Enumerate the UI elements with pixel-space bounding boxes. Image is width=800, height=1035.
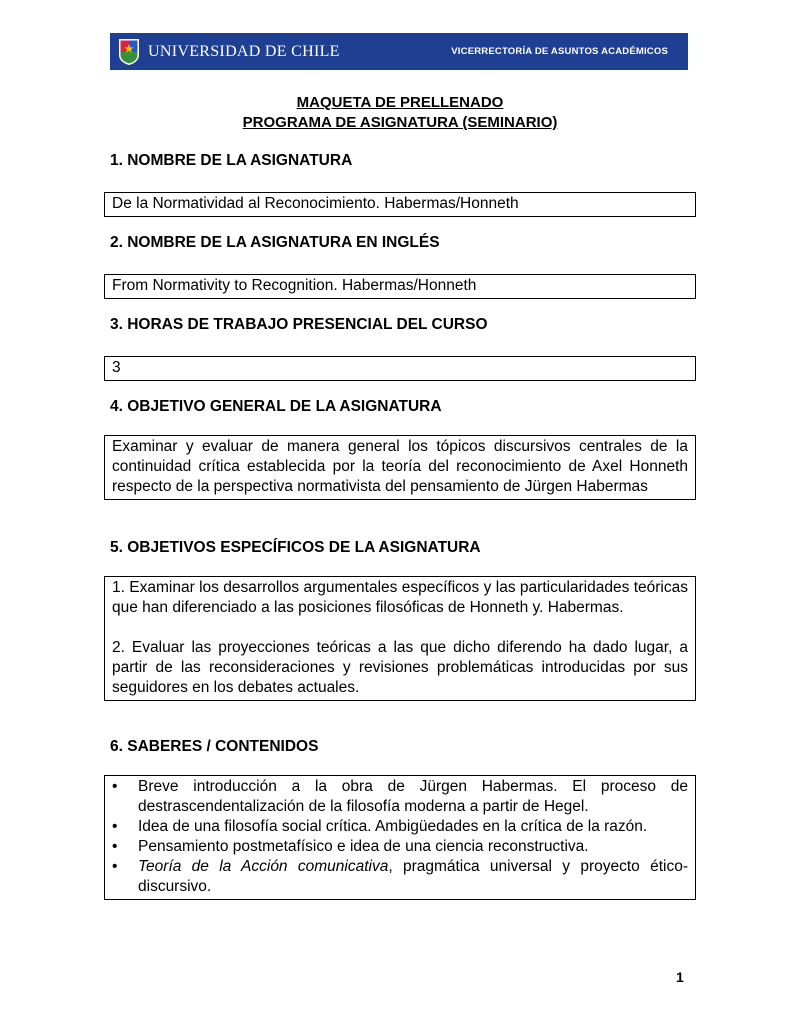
bullet-icon: • (112, 838, 118, 855)
section-5-box (104, 576, 696, 701)
document-title-line-2: PROGRAMA DE ASIGNATURA (SEMINARIO) (242, 114, 558, 131)
office-name: VICERRECTORÍA DE ASUNTOS ACADÉMICOS (451, 46, 668, 57)
section-4-box (104, 435, 696, 500)
section-2-heading: 2. NOMBRE DE LA ASIGNATURA EN INGLÉS (110, 234, 440, 251)
specific-objective-2: 2. Evaluar las proyecciones teóricas a las que dicho diferendo ha dado lugar, a partir de las reconsideraciones y revisiones problemáticas introducidas por sus seguidores en los debates actuales. (112, 639, 688, 696)
university-name: UNIVERSIDAD DE CHILE (148, 42, 340, 60)
course-name-value: De la Normatividad al Reconocimiento. Habermas/Honneth (112, 195, 519, 212)
page-number: 1 (676, 969, 684, 985)
section-3-box (104, 356, 696, 381)
content-item-text: Pensamiento postmetafísico e idea de una ciencia reconstructiva. (138, 838, 589, 855)
content-item-text: Idea de una filosofía social crítica. Ambigüedades en la crítica de la razón. (138, 818, 648, 835)
section-6-box (104, 775, 696, 900)
section-3-heading: 3. HORAS DE TRABAJO PRESENCIAL DEL CURSO (110, 316, 488, 333)
bullet-icon: • (112, 778, 118, 795)
content-item-text: Breve introducción a la obra de Jürgen Habermas. El proceso de destrascendentalización de la filosofía moderna a partir de Hegel. (138, 778, 688, 815)
specific-objective-1: 1. Examinar los desarrollos argumentales específicos y las particularidades teóricas que han diferenciado a las posiciones filosóficas de Honneth y. Habermas. (112, 579, 688, 616)
italic-book-title: Teoría de la Acción comunicativa (138, 858, 389, 875)
course-name-english-value: From Normativity to Recognition. Habermas/Honneth (112, 277, 477, 294)
section-6-heading: 6. SABERES / CONTENIDOS (110, 738, 319, 755)
document-title-line-1: MAQUETA DE PRELLENADO (296, 94, 504, 111)
bullet-icon: • (112, 818, 118, 835)
general-objective-text: Examinar y evaluar de manera general los tópicos discursivos centrales de la continuidad crítica establecida por la teoría del reconocimiento de Axel Honneth respecto de la perspectiva normativista del pensamiento de Jürgen Habermas (112, 438, 688, 495)
content-list-item (112, 817, 688, 837)
section-2-box (104, 274, 696, 299)
content-item-rest: , pragmática universal y proyecto ético-discursivo. (138, 858, 688, 895)
content-list-item (112, 777, 688, 817)
content-list-item (112, 837, 688, 857)
hours-value: 3 (112, 359, 121, 376)
content-item-text (138, 857, 688, 897)
section-1-heading: 1. NOMBRE DE LA ASIGNATURA (110, 152, 353, 169)
header-banner (110, 33, 688, 70)
content-list-item (112, 857, 688, 897)
paragraph-gap (112, 618, 688, 638)
bullet-icon: • (112, 858, 118, 875)
university-brand (118, 38, 340, 66)
section-4-heading: 4. OBJETIVO GENERAL DE LA ASIGNATURA (110, 398, 442, 415)
university-crest-icon (118, 38, 140, 66)
section-1-box (104, 192, 696, 217)
section-5-heading: 5. OBJETIVOS ESPECÍFICOS DE LA ASIGNATURA (110, 539, 481, 556)
